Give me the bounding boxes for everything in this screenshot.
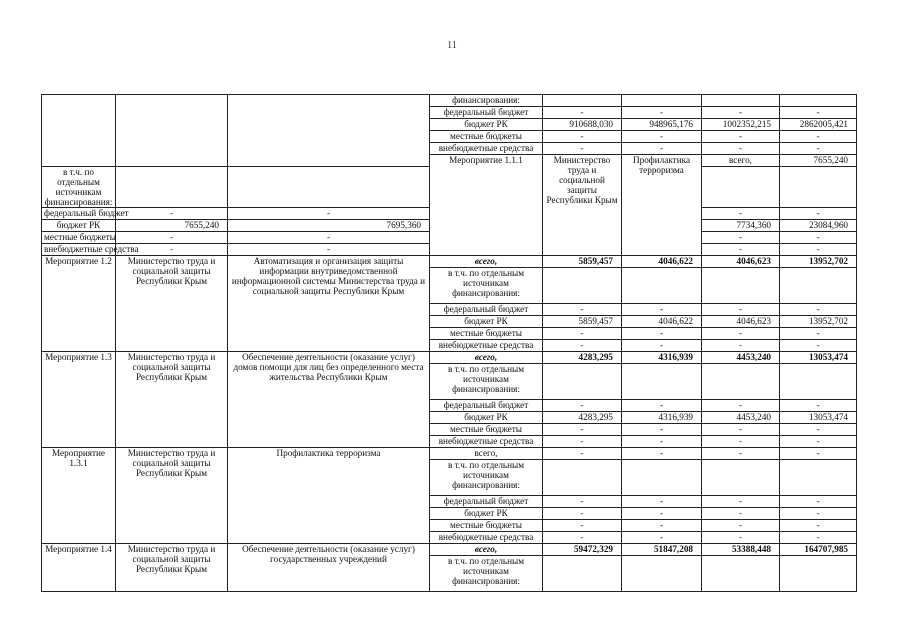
- value-cell: -: [780, 107, 857, 119]
- event-code: Мероприятие 1.4: [42, 544, 116, 592]
- value-cell: -: [622, 496, 702, 508]
- value-cell: -: [228, 232, 430, 244]
- empty-cell: [702, 364, 780, 400]
- table-row: [42, 256, 857, 268]
- value-cell: -: [702, 208, 780, 220]
- value-cell: -: [543, 424, 622, 436]
- value-cell: -: [702, 143, 780, 155]
- event-organization: Министерство труда и социальной защиты Республики Крым: [116, 544, 228, 592]
- source-label: федеральный бюджет: [430, 496, 543, 508]
- value-cell: -: [780, 424, 857, 436]
- value-cell: -: [543, 436, 622, 448]
- value-cell: -: [622, 436, 702, 448]
- value-cell: -: [622, 304, 702, 316]
- source-label: местные бюджеты: [430, 424, 543, 436]
- empty-cell: [622, 556, 702, 592]
- value-cell: -: [702, 131, 780, 143]
- source-label: в т.ч. по отдельным источникам финансирования:: [42, 167, 116, 208]
- value-cell: -: [702, 304, 780, 316]
- value-cell: -: [543, 520, 622, 532]
- source-label: федеральный бюджет: [430, 304, 543, 316]
- value-cell: -: [543, 143, 622, 155]
- value-cell: 23084,960: [780, 220, 857, 232]
- value-cell: -: [780, 208, 857, 220]
- event-code: Мероприятие 1.1.1: [430, 155, 543, 256]
- page-number: 11: [447, 40, 457, 51]
- value-cell: 4453,240: [702, 412, 780, 424]
- total-value: 4046,623: [702, 256, 780, 268]
- value-cell: -: [780, 131, 857, 143]
- empty-cell: [702, 460, 780, 496]
- value-cell: -: [780, 143, 857, 155]
- empty-cell: [116, 167, 228, 208]
- value-cell: 4283,295: [543, 412, 622, 424]
- value-cell: -: [702, 107, 780, 119]
- source-label: в т.ч. по отдельным источникам финансирования:: [430, 268, 543, 304]
- value-cell: -: [702, 508, 780, 520]
- source-label: федеральный бюджет: [42, 208, 116, 220]
- empty-cell: [702, 268, 780, 304]
- total-value: 4316,939: [622, 352, 702, 364]
- value-cell: -: [116, 244, 228, 256]
- value-cell: 4046,623: [702, 316, 780, 328]
- value-cell: -: [702, 400, 780, 412]
- value-cell: -: [702, 424, 780, 436]
- empty-cell: [780, 167, 857, 208]
- value-cell: -: [780, 436, 857, 448]
- source-label: местные бюджеты: [42, 232, 116, 244]
- value-cell: -: [780, 304, 857, 316]
- value-cell: -: [780, 400, 857, 412]
- empty-cell: [543, 364, 622, 400]
- value-cell: -: [543, 328, 622, 340]
- source-label: всего,: [702, 155, 780, 167]
- empty-cell: [780, 268, 857, 304]
- source-label: федеральный бюджет: [430, 400, 543, 412]
- source-label: всего,: [430, 352, 543, 364]
- event-code: Мероприятие 1.3: [42, 352, 116, 448]
- event-organization: Министерство труда и социальной защиты Республики Крым: [116, 352, 228, 448]
- continuation-code-cell: [42, 95, 116, 167]
- source-label: внебюджетные средства: [430, 436, 543, 448]
- event-organization: Министерство труда и социальной защиты Республики Крым: [543, 155, 622, 256]
- event-name: Обеспечение деятельности (оказание услуг) домов помощи для лиц без определенного места жительства Республики Крым: [228, 352, 430, 448]
- value-cell: -: [702, 532, 780, 544]
- empty-cell: [543, 556, 622, 592]
- source-label: местные бюджеты: [430, 328, 543, 340]
- table-row: [42, 544, 857, 556]
- source-label: бюджет РК: [42, 220, 116, 232]
- value-cell: -: [622, 328, 702, 340]
- value-cell: -: [543, 304, 622, 316]
- value-cell: -: [622, 340, 702, 352]
- total-value: 13053,474: [780, 352, 857, 364]
- total-value: 13952,702: [780, 256, 857, 268]
- source-label: местные бюджеты: [430, 131, 543, 143]
- value-cell: -: [228, 208, 430, 220]
- value-cell: 7695,360: [228, 220, 430, 232]
- source-label: местные бюджеты: [430, 520, 543, 532]
- source-label: внебюджетные средства: [430, 532, 543, 544]
- source-label: в т.ч. по отдельным источникам финансирования:: [430, 364, 543, 400]
- value-cell: -: [116, 208, 228, 220]
- value-cell: 7655,240: [116, 220, 228, 232]
- value-cell: -: [622, 400, 702, 412]
- value-cell: 7734,360: [702, 220, 780, 232]
- source-label: внебюджетные средства: [430, 340, 543, 352]
- value-cell: -: [702, 520, 780, 532]
- empty-cell: [702, 556, 780, 592]
- empty-cell: [543, 460, 622, 496]
- funding-table: [41, 94, 857, 592]
- value-cell: -: [780, 520, 857, 532]
- total-value: 164707,985: [780, 544, 857, 556]
- source-label: финансирования:: [430, 95, 543, 107]
- value-cell: -: [622, 131, 702, 143]
- value-cell: -: [702, 232, 780, 244]
- total-value: 59472,329: [543, 544, 622, 556]
- value-cell: -: [622, 520, 702, 532]
- value-cell: -: [622, 532, 702, 544]
- value-cell: -: [702, 340, 780, 352]
- value-cell: 910688,030: [543, 119, 622, 131]
- total-value: 53388,448: [702, 544, 780, 556]
- value-cell: -: [543, 340, 622, 352]
- table-row: [42, 352, 857, 364]
- source-label: всего,: [430, 544, 543, 556]
- value-cell: -: [622, 107, 702, 119]
- value-cell: -: [228, 244, 430, 256]
- table-row: [42, 95, 857, 107]
- event-code: Мероприятие 1.2: [42, 256, 116, 352]
- value-cell: -: [780, 532, 857, 544]
- value-cell: -: [116, 232, 228, 244]
- total-value: 4453,240: [702, 352, 780, 364]
- value-cell: -: [780, 328, 857, 340]
- event-organization: Министерство труда и социальной защиты Республики Крым: [116, 256, 228, 352]
- source-label: бюджет РК: [430, 119, 543, 131]
- empty-cell: [622, 268, 702, 304]
- source-label: всего,: [430, 448, 543, 460]
- value-cell: -: [702, 328, 780, 340]
- continuation-org-cell: [116, 95, 228, 167]
- source-label: внебюджетные средства: [42, 244, 116, 256]
- event-organization: Министерство труда и социальной защиты Республики Крым: [116, 448, 228, 544]
- total-value: 5859,457: [543, 256, 622, 268]
- empty-cell: [780, 364, 857, 400]
- value-cell: -: [543, 532, 622, 544]
- value-cell: -: [543, 107, 622, 119]
- source-label: внебюджетные средства: [430, 143, 543, 155]
- source-label: в т.ч. по отдельным источникам финансирования:: [430, 556, 543, 592]
- value-cell: -: [702, 496, 780, 508]
- value-cell: 1002352,215: [702, 119, 780, 131]
- value-cell: -: [543, 508, 622, 520]
- funding-table-body: [42, 95, 857, 592]
- table-row: [42, 448, 857, 460]
- total-value: -: [543, 448, 622, 460]
- value-cell: -: [780, 496, 857, 508]
- empty-cell: [622, 364, 702, 400]
- event-code: Мероприятие 1.3.1: [42, 448, 116, 544]
- empty-cell: [780, 460, 857, 496]
- total-value: 4283,295: [543, 352, 622, 364]
- source-label: в т.ч. по отдельным источникам финансирования:: [430, 460, 543, 496]
- source-label: бюджет РК: [430, 412, 543, 424]
- value-cell: 948965,176: [622, 119, 702, 131]
- value-cell: -: [702, 244, 780, 256]
- empty-cell: [702, 167, 780, 208]
- event-name: Автоматизация и организация защиты информации внутриведомственной информационной системы Министерства труда и социальной защиты Республики Крым: [228, 256, 430, 352]
- value-cell: -: [543, 496, 622, 508]
- value-cell: -: [622, 508, 702, 520]
- value-cell: -: [780, 232, 857, 244]
- source-label: федеральный бюджет: [430, 107, 543, 119]
- total-value: 4046,622: [622, 256, 702, 268]
- value-cell: -: [780, 508, 857, 520]
- continuation-name-cell: [228, 95, 430, 167]
- source-label: всего,: [430, 256, 543, 268]
- total-value: -: [780, 448, 857, 460]
- value-cell: -: [543, 400, 622, 412]
- value-cell: -: [543, 131, 622, 143]
- value-cell: 4316,939: [622, 412, 702, 424]
- total-value: -: [622, 448, 702, 460]
- event-name: Профилактика терроризма: [228, 448, 430, 544]
- value-cell: 13952,702: [780, 316, 857, 328]
- total-value: 7655,240: [780, 155, 857, 167]
- value-cell: 13053,474: [780, 412, 857, 424]
- value-cell: 2862005,421: [780, 119, 857, 131]
- empty-cell: [543, 268, 622, 304]
- empty-cell: [780, 556, 857, 592]
- value-cell: 5859,457: [543, 316, 622, 328]
- empty-cell: [622, 460, 702, 496]
- empty-cell: [228, 167, 430, 208]
- value-cell: 4046,622: [622, 316, 702, 328]
- source-label: бюджет РК: [430, 316, 543, 328]
- value-cell: -: [780, 340, 857, 352]
- value-cell: -: [622, 424, 702, 436]
- event-name: Обеспечение деятельности (оказание услуг) государственных учреждений: [228, 544, 430, 592]
- total-value: 51847,208: [622, 544, 702, 556]
- value-cell: -: [780, 244, 857, 256]
- source-label: бюджет РК: [430, 508, 543, 520]
- value-cell: -: [702, 436, 780, 448]
- total-value: -: [702, 448, 780, 460]
- value-cell: -: [622, 143, 702, 155]
- event-name: Профилактика терроризма: [622, 155, 702, 256]
